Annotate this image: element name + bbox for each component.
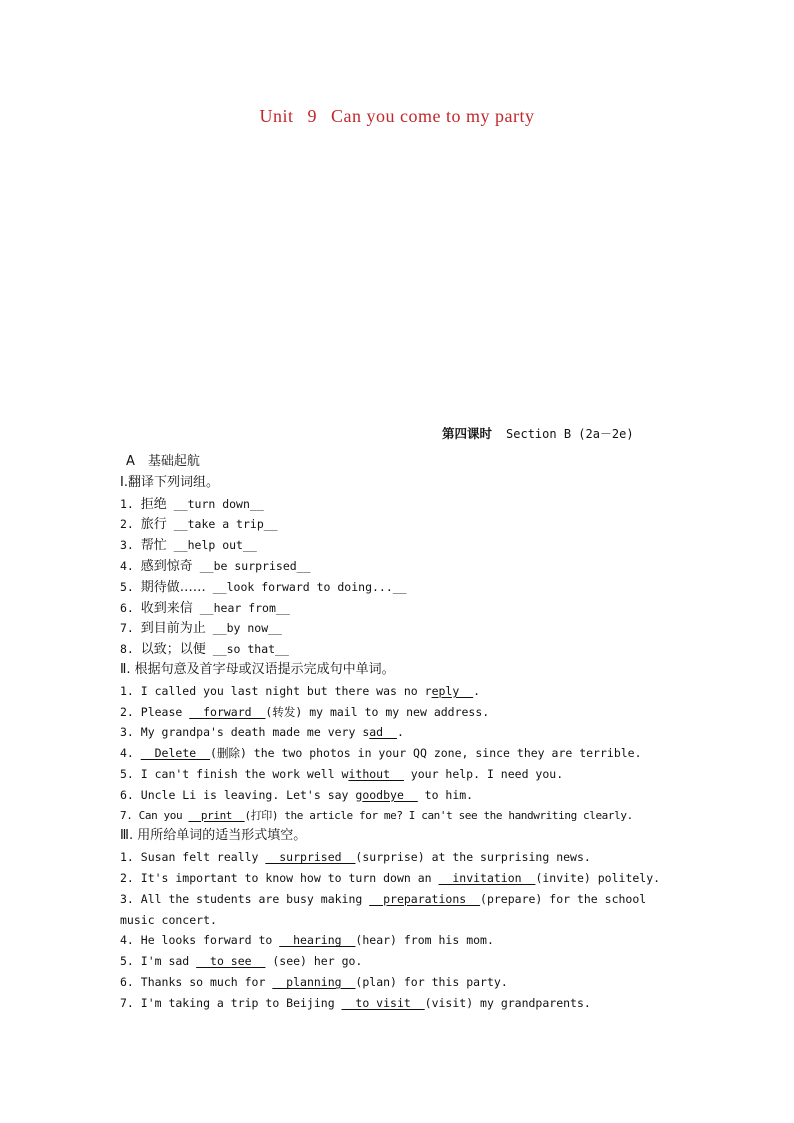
unit-number: 9: [307, 106, 318, 126]
answer: __surprised__: [265, 850, 356, 865]
list-item: 1. I called you last night but there was no reply__.: [120, 683, 481, 698]
list-item: 5. 期待做…… __look forward to doing...__: [120, 579, 407, 595]
answer: __forward__: [189, 704, 266, 719]
list-item: 2. 旅行 __take a trip__: [120, 517, 278, 533]
list-item: 8. 以致；以便 __so that__: [120, 642, 289, 658]
answer: oodbye__: [362, 787, 418, 802]
list-item: 7. Can you __print__(打印) the article for me? I can't see the handwriting clearly.: [120, 808, 633, 822]
answer: __look forward to doing...__: [212, 579, 407, 594]
part1-heading: Ⅰ.翻译下列词组。: [120, 474, 219, 490]
answer: ad__: [369, 725, 397, 740]
list-item: 2. It's important to know how to turn down an __invitation__(invite) politely.: [120, 870, 661, 885]
list-item: 3. All the students are busy making __preparations__(prepare) for the school music concert.: [120, 891, 647, 927]
part3-list: [120, 847, 690, 1013]
answer: __print__: [188, 808, 245, 822]
list-item: 1. Susan felt really __surprised__(surprise) at the surprising news.: [120, 850, 591, 865]
answer: __hear from__: [199, 600, 290, 615]
answer: __turn down__: [173, 496, 264, 511]
answer: ithout__: [348, 766, 404, 781]
list-item: 5. I can't finish the work well without__ your help. I need you.: [120, 766, 564, 781]
section-a-heading: A 基础起航: [126, 454, 200, 469]
unit-name: Can you come to my party: [331, 106, 535, 126]
list-item: 2. Please __forward__(转发) my mail to my new address.: [120, 704, 490, 719]
answer: __help out__: [173, 538, 257, 553]
answer: __planning__: [272, 974, 356, 989]
part2-heading: Ⅱ. 根据句意及首字母或汉语提示完成句中单词。: [120, 661, 395, 677]
lesson-section: Section B (2a－2e): [506, 427, 634, 441]
unit-label: Unit: [259, 106, 294, 126]
list-item: 4. 感到惊奇 __be surprised__: [120, 558, 311, 574]
answer: __invitation__: [438, 870, 536, 885]
exercise-content: [120, 452, 690, 1014]
lesson-heading: [442, 424, 634, 442]
part1-list: [120, 494, 690, 660]
answer: __by now__: [212, 621, 282, 636]
list-item: 6. Uncle Li is leaving. Let's say goodbye__ to him.: [120, 787, 474, 802]
answer: __so that__: [212, 642, 289, 657]
list-item: 7. 到目前为止 __by now__: [120, 621, 282, 637]
answer: __take a trip__: [173, 517, 278, 532]
part3-heading: Ⅲ. 用所给单词的适当形式填空。: [120, 828, 307, 844]
answer: __hearing__: [279, 933, 356, 948]
list-item: 1. 拒绝 __turn down__: [120, 496, 264, 512]
list-item: 5. I'm sad __to see__ (see) her go.: [120, 954, 363, 969]
list-item: 4. He looks forward to __hearing__(hear) from his mom.: [120, 933, 494, 948]
answer: __preparations__: [369, 891, 481, 906]
answer: eply__: [431, 683, 474, 698]
part2-list: [120, 681, 690, 827]
lesson-number: 第四课时: [442, 426, 493, 441]
list-item: 4. __Delete__(删除) the two photos in your QQ zone, since they are terrible.: [120, 746, 642, 761]
unit-title: [0, 106, 794, 127]
list-item: 3. 帮忙 __help out__: [120, 538, 257, 554]
answer: __to see__: [196, 954, 266, 969]
list-item: 6. 收到来信 __hear from__: [120, 600, 290, 616]
answer: __Delete__: [140, 746, 211, 761]
list-item: 6. Thanks so much for __planning__(plan) for this party.: [120, 974, 508, 989]
list-item: 7. I'm taking a trip to Beijing __to visit__(visit) my grandparents.: [120, 995, 591, 1010]
list-item: 3. My grandpa's death made me very sad__.: [120, 725, 404, 740]
answer: __to visit__: [341, 995, 425, 1010]
answer: __be surprised__: [199, 558, 311, 573]
